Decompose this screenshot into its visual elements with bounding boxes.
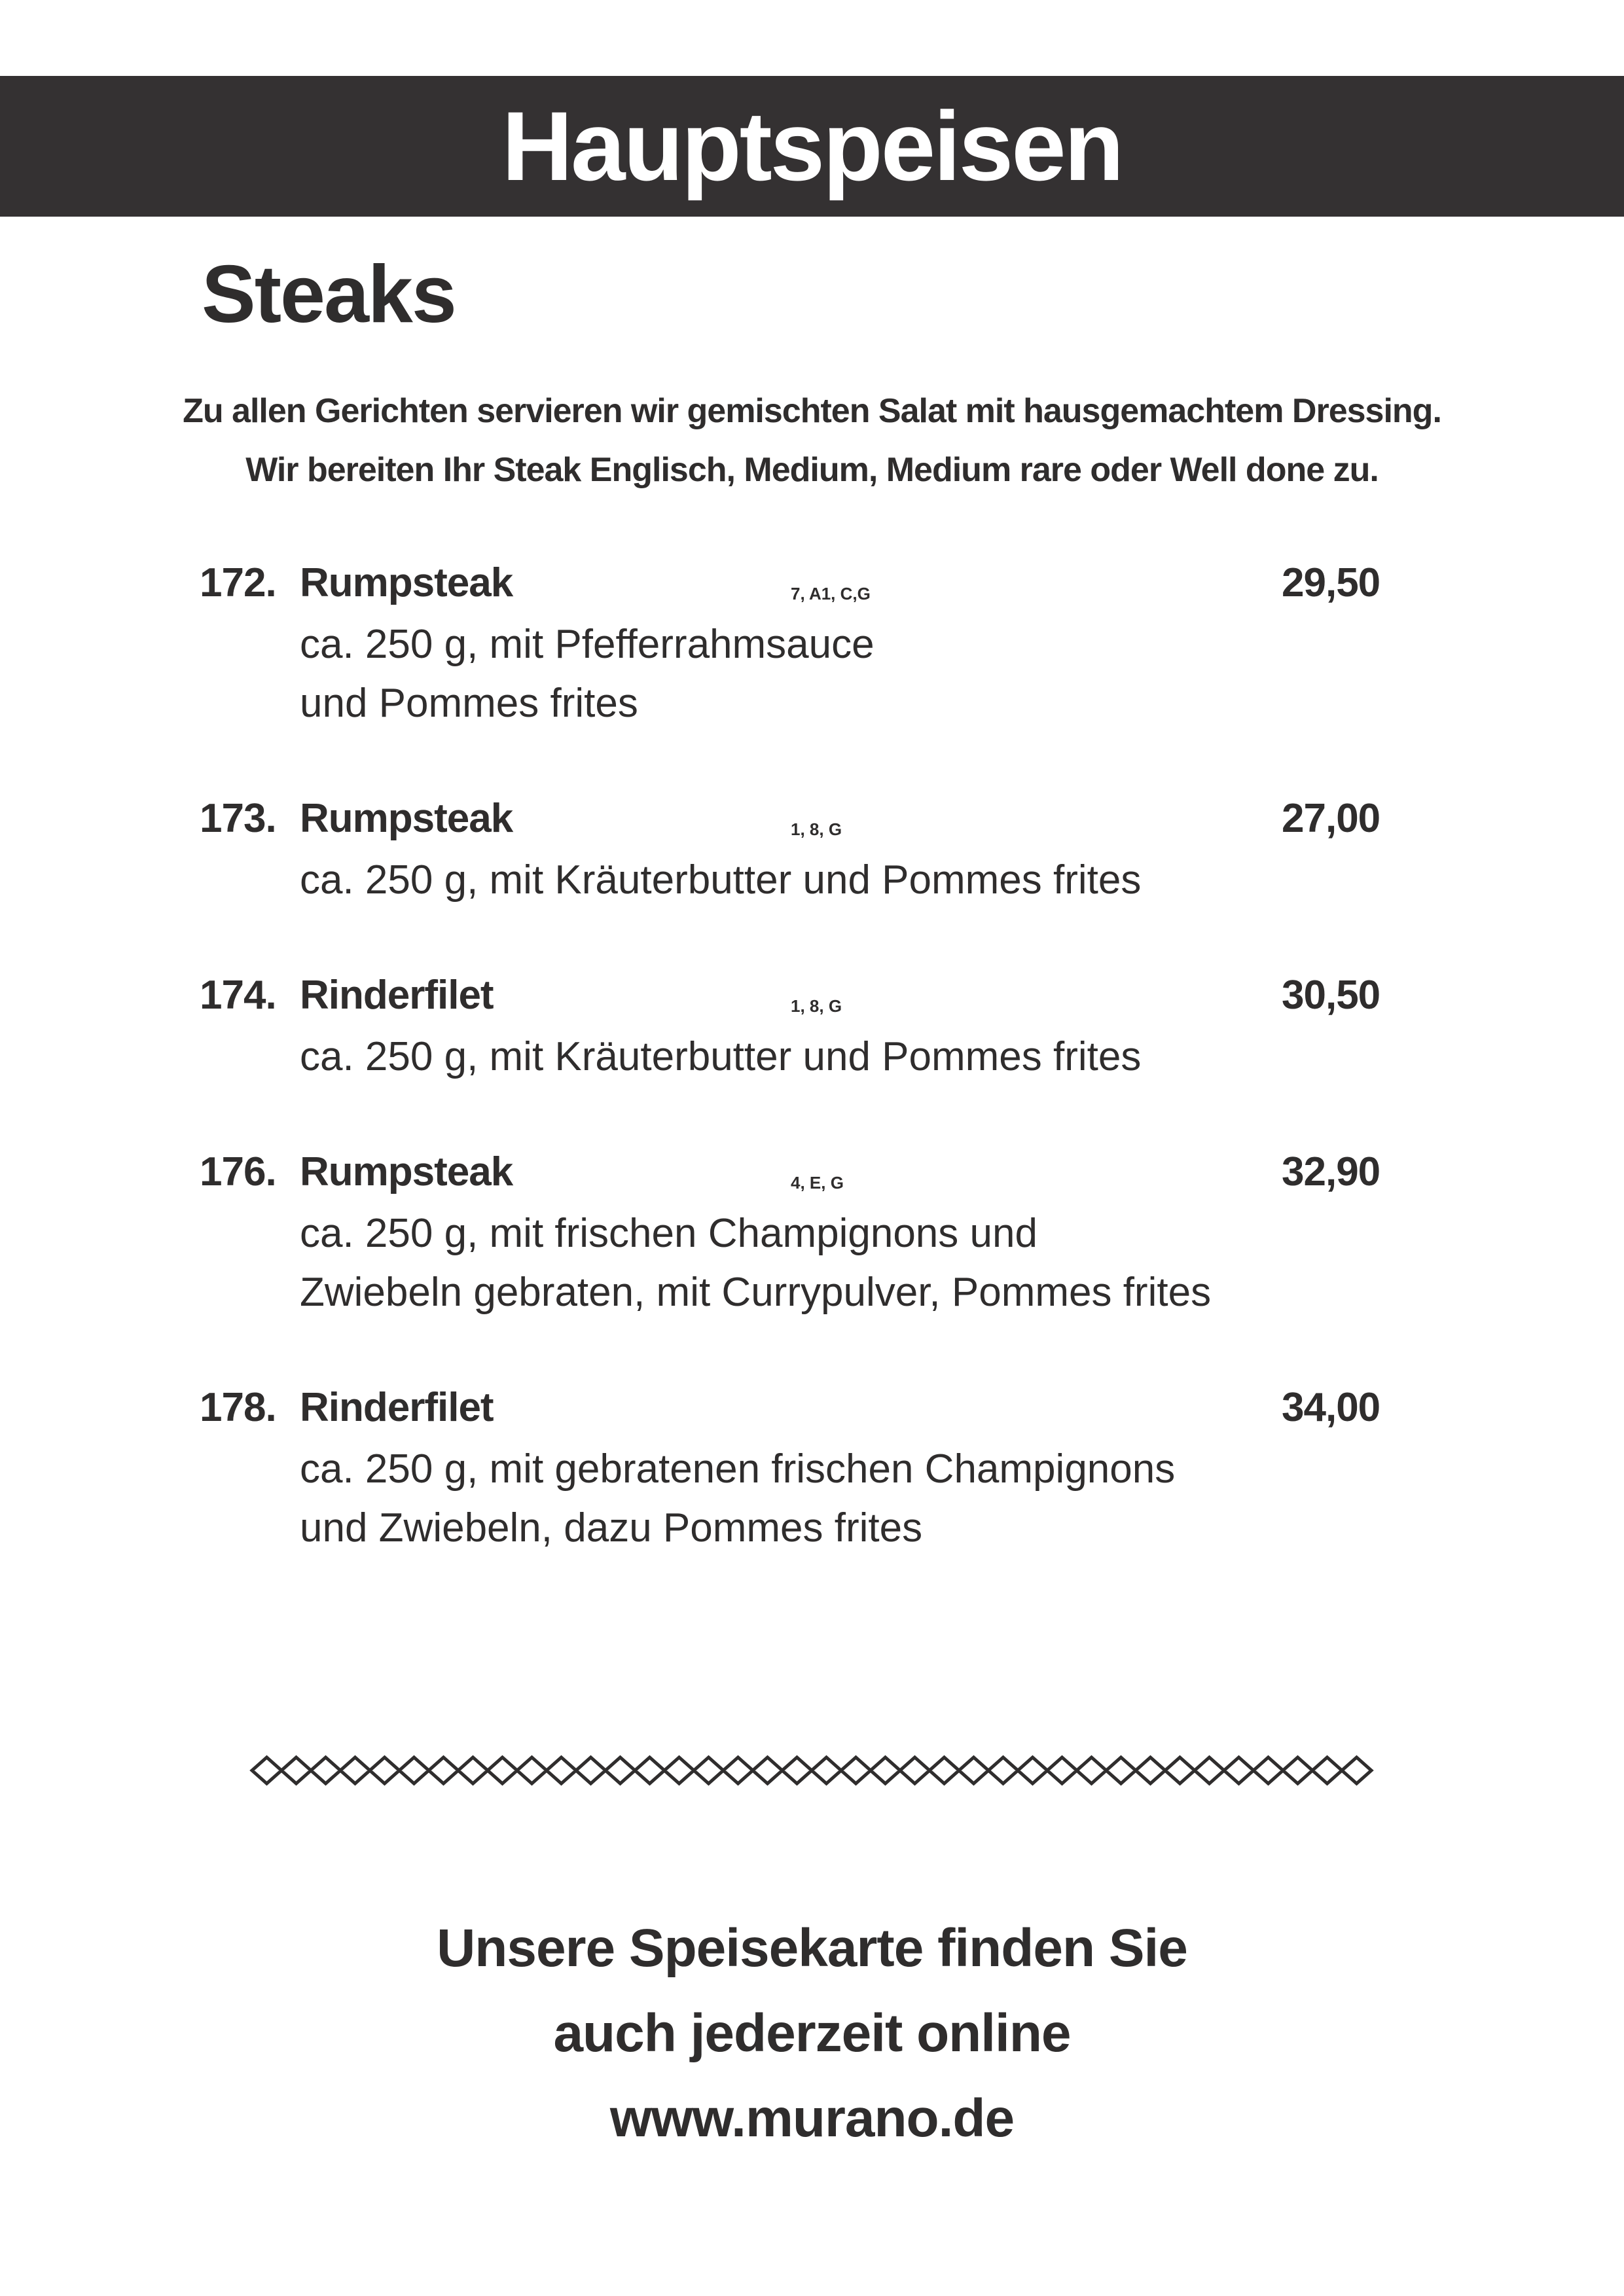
item-allergens: 4, E, G (791, 1173, 844, 1193)
item-description-line-1: ca. 250 g, mit Kräuterbutter und Pommes frites (300, 1034, 1142, 1079)
footer-website: www.murano.de (609, 2089, 1015, 2148)
item-name: Rumpsteak (300, 1149, 513, 1194)
item-description-line-1: ca. 250 g, mit Pfefferrahmsauce (300, 622, 875, 667)
item-name: Rinderfilet (300, 973, 494, 1018)
diamond-row-icon (252, 1757, 1371, 1784)
item-name: Rumpsteak (300, 560, 513, 605)
item-name: Rinderfilet (300, 1385, 494, 1430)
item-allergens: 1, 8, G (791, 819, 842, 839)
item-description-line-1: ca. 250 g, mit frischen Champignons und (300, 1211, 1038, 1256)
item-price: 32,90 (1282, 1149, 1380, 1194)
item-description-line-2: und Zwiebeln, dazu Pommes frites (300, 1505, 923, 1551)
item-description-line-2: und Pommes frites (300, 681, 638, 726)
item-name: Rumpsteak (300, 796, 513, 841)
item-price: 27,00 (1282, 796, 1380, 841)
item-price: 29,50 (1282, 560, 1380, 605)
item-description-line-1: ca. 250 g, mit Kräuterbutter und Pommes frites (300, 857, 1142, 903)
intro-line-1: Zu allen Gerichten servieren wir gemischten Salat mit hausgemachtem Dressing. (183, 392, 1441, 430)
item-number: 172. (200, 560, 276, 605)
page-title: Hauptspeisen (501, 91, 1123, 201)
item-description-line-1: ca. 250 g, mit gebratenen frischen Champignons (300, 1446, 1176, 1492)
intro-line-2: Wir bereiten Ihr Steak Englisch, Medium, Medium rare oder Well done zu. (245, 451, 1379, 489)
item-price: 34,00 (1282, 1385, 1380, 1430)
item-number: 178. (200, 1385, 276, 1430)
section-title: Steaks (202, 249, 456, 340)
item-number: 176. (200, 1149, 276, 1194)
diamond-divider-ornament (249, 1751, 1381, 1790)
item-description-line-2: Zwiebeln gebraten, mit Currypulver, Pommes frites (300, 1270, 1212, 1315)
item-number: 174. (200, 973, 276, 1018)
item-price: 30,50 (1282, 973, 1380, 1018)
footer-line-1: Unsere Speisekarte finden Sie (437, 1918, 1187, 1978)
item-number: 173. (200, 796, 276, 841)
item-allergens: 1, 8, G (791, 996, 842, 1016)
footer-line-2: auch jederzeit online (553, 2003, 1071, 2063)
item-allergens: 7, A1, C,G (791, 584, 871, 603)
